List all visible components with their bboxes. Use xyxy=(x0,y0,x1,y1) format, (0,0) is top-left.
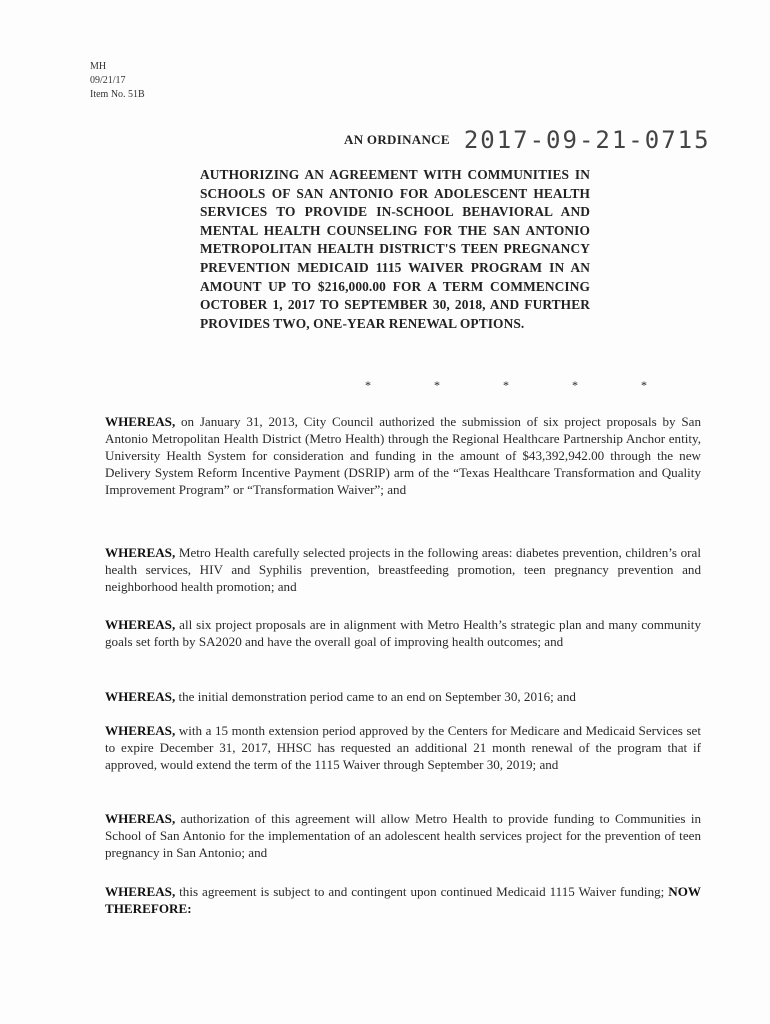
paragraph-text: all six project proposals are in alignment with Metro Health’s strategic plan and many community goals set forth by SA2020 and have the overall goal of improving health outcomes; and xyxy=(105,617,701,649)
ordinance-number: 2017-09-21-0715 xyxy=(463,126,711,154)
paragraph-text: on January 31, 2013, City Council authorized the submission of six project proposals by San Antonio Metropolitan Health District (Metro Health) through the Regional Healthcare Partnership Anchor entity, University Health System for consideration and funding in the amount of $43,392,942.00 through the new Delivery System Reform Incentive Payment (DSRIP) arm of the “Texas Healthcare Transformation and Quality Improvement Program” or “Transformation Waiver”; and xyxy=(105,414,701,497)
whereas-paragraph-1 xyxy=(105,413,701,498)
whereas-label: WHEREAS, xyxy=(105,811,176,826)
paragraph-text: the initial demonstration period came to an end on September 30, 2016; and xyxy=(175,689,576,704)
whereas-paragraph-3 xyxy=(105,616,701,650)
initials: MH xyxy=(90,61,107,72)
whereas-paragraph-5 xyxy=(105,722,701,773)
whereas-label: WHEREAS, xyxy=(105,414,176,429)
paragraph-text: this agreement is subject to and contingent upon continued Medicaid 1115 Waiver funding; xyxy=(175,884,669,899)
whereas-label: WHEREAS, xyxy=(105,884,176,899)
whereas-paragraph-4 xyxy=(105,688,701,705)
paragraph-text: with a 15 month extension period approved by the Centers for Medicare and Medicaid Services set to expire December 31, 2017, HHSC has requested an additional 21 month renewal of the program that if approved, would extend the term of the 1115 Waiver through September 30, 2019; and xyxy=(105,723,701,772)
now-therefore: NOW THEREFORE: xyxy=(105,884,701,916)
whereas-paragraph-7 xyxy=(105,883,701,917)
whereas-label: WHEREAS, xyxy=(105,617,176,632)
whereas-label: WHEREAS, xyxy=(105,689,176,704)
paragraph-text: authorization of this agreement will allow Metro Health to provide funding to Communities in School of San Antonio for the implementation of an adolescent health services project for the prevention of teen pregnancy in San Antonio; and xyxy=(105,811,701,860)
section-separator: * * * * * xyxy=(365,378,677,392)
document-header-meta xyxy=(90,60,145,102)
ordinance-label: AN ORDINANCE xyxy=(344,132,450,147)
whereas-label: WHEREAS, xyxy=(105,723,176,738)
document-date: 09/21/17 xyxy=(90,75,126,86)
ordinance-heading xyxy=(344,126,711,154)
whereas-paragraph-2 xyxy=(105,544,701,595)
whereas-paragraph-6 xyxy=(105,810,701,861)
item-number: Item No. 51B xyxy=(90,89,145,100)
whereas-label: WHEREAS, xyxy=(105,545,176,560)
paragraph-text: Metro Health carefully selected projects in the following areas: diabetes prevention, children’s oral health services, HIV and Syphilis prevention, breastfeeding promotion, teen pregnancy prevention and neighborhood health promotion; and xyxy=(105,545,701,594)
ordinance-title: AUTHORIZING AN AGREEMENT WITH COMMUNITIES IN SCHOOLS OF SAN ANTONIO FOR ADOLESCENT HEALTH SERVICES TO PROVIDE IN-SCHOOL BEHAVIORAL AND MENTAL HEALTH COUNSELING FOR THE SAN ANTONIO METROPOLITAN HEALTH DISTRICT'S TEEN PREGNANCY PREVENTION MEDICAID 1115 WAIVER PROGRAM IN AN AMOUNT UP TO $216,000.00 FOR A TERM COMMENCING OCTOBER 1, 2017 TO SEPTEMBER 30, 2018, AND FURTHER PROVIDES TWO, ONE-YEAR RENEWAL OPTIONS. xyxy=(200,167,590,331)
